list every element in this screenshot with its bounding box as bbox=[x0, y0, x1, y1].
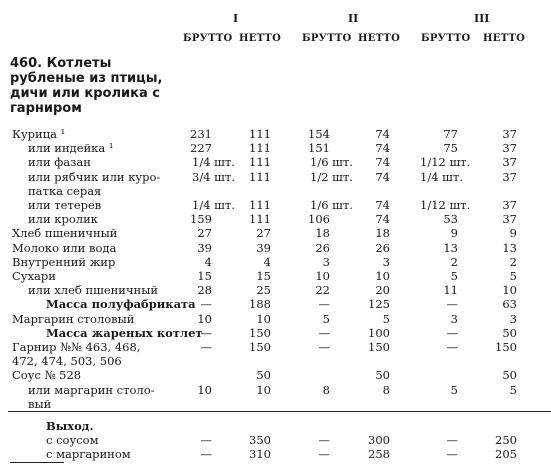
ingredient-cell: 111 bbox=[249, 212, 271, 227]
ingredient-cell: 151 bbox=[308, 141, 330, 156]
yield-heading: Выход. bbox=[46, 419, 94, 433]
ingredient-cell: 111 bbox=[249, 198, 271, 212]
ingredient-cell: 154 bbox=[308, 127, 330, 141]
ingredient-cell: 37 bbox=[502, 198, 517, 212]
ingredient-cell: — bbox=[446, 340, 458, 354]
yield-heading-row bbox=[0, 420, 551, 433]
group-number-2: II bbox=[348, 12, 359, 25]
ingredient-label: патка серая bbox=[28, 183, 102, 198]
ingredient-cell: 9 bbox=[450, 226, 458, 241]
ingredient-cell: 50 bbox=[375, 368, 390, 383]
yield-cell: — bbox=[200, 447, 212, 461]
ingredient-cell: 3 bbox=[450, 311, 458, 326]
ingredient-cell: 231 bbox=[190, 127, 212, 141]
ingredient-cell: 18 bbox=[315, 226, 330, 241]
ingredient-cell: 13 bbox=[443, 240, 458, 255]
ingredient-cell: 10 bbox=[375, 269, 390, 283]
header-netto-2: НЕТТО bbox=[358, 33, 401, 44]
ingredient-label: Хлеб пшеничный bbox=[12, 226, 118, 241]
ingredient-row bbox=[0, 298, 551, 311]
ingredient-row bbox=[0, 398, 551, 411]
ingredient-cell: 1/4 шт. bbox=[192, 155, 235, 170]
ingredient-cell: 10 bbox=[315, 269, 330, 283]
ingredient-label: или индейка ¹ bbox=[28, 141, 114, 156]
ingredient-cell: 63 bbox=[502, 297, 517, 312]
ingredient-label: или фазан bbox=[28, 155, 91, 170]
ingredient-label: или кролик bbox=[28, 212, 98, 227]
ingredient-cell: 75 bbox=[443, 141, 458, 156]
group-number-3: III bbox=[474, 12, 490, 25]
ingredient-cell: 150 bbox=[368, 340, 390, 354]
ingredient-label: Молоко или вода bbox=[12, 240, 117, 255]
ingredient-label: Масса полуфабриката bbox=[46, 297, 196, 312]
ingredient-cell: 5 bbox=[450, 269, 458, 283]
header-brutto-3: БРУТТО bbox=[421, 33, 471, 44]
ingredient-cell: 1/4 шт. bbox=[192, 198, 235, 212]
ingredient-cell: 37 bbox=[502, 212, 517, 227]
ingredient-label: Курица ¹ bbox=[12, 127, 66, 141]
ingredient-cell: 5 bbox=[509, 269, 517, 283]
ingredient-label: Соус № 528 bbox=[12, 368, 82, 383]
ingredient-cell: 111 bbox=[249, 155, 271, 170]
ingredient-cell: 4 bbox=[204, 254, 212, 269]
ingredient-cell: 74 bbox=[375, 212, 390, 227]
ingredient-row bbox=[0, 384, 551, 397]
ingredient-cell: 106 bbox=[308, 212, 330, 227]
ingredient-cell: 28 bbox=[197, 283, 212, 298]
ingredient-cell: 77 bbox=[443, 127, 458, 141]
yield-cell: 250 bbox=[495, 433, 517, 447]
ingredient-row bbox=[0, 171, 551, 184]
ingredient-cell: — bbox=[318, 325, 330, 340]
header-netto-3: НЕТТО bbox=[483, 33, 526, 44]
ingredient-cell: — bbox=[318, 340, 330, 354]
ingredient-cell: 74 bbox=[375, 198, 390, 212]
ingredient-cell: 3 bbox=[382, 254, 390, 269]
ingredient-label: Гарнир №№ 463, 468, bbox=[12, 340, 141, 354]
ingredient-cell: 15 bbox=[256, 269, 271, 283]
yield-cell: — bbox=[318, 433, 330, 447]
ingredient-cell: 150 bbox=[249, 340, 271, 354]
ingredient-cell: — bbox=[200, 297, 212, 312]
ingredient-label: или рябчик или куро- bbox=[28, 169, 161, 184]
ingredient-row bbox=[0, 213, 551, 226]
ingredient-cell: 5 bbox=[322, 311, 330, 326]
ingredient-cell: 1/12 шт. bbox=[420, 155, 471, 170]
ingredient-cell: — bbox=[318, 297, 330, 312]
ingredient-cell: 37 bbox=[502, 127, 517, 141]
ingredient-row bbox=[0, 256, 551, 269]
ingredient-cell: 10 bbox=[197, 382, 212, 397]
yield-cell: 258 bbox=[368, 447, 390, 461]
yield-cell: 300 bbox=[368, 433, 390, 447]
ingredient-cell: 50 bbox=[256, 368, 271, 383]
ingredient-label: или хлеб пшеничный bbox=[28, 283, 159, 298]
ingredient-cell: 159 bbox=[190, 212, 212, 227]
ingredient-cell: 22 bbox=[315, 283, 330, 298]
ingredient-label: 472, 474, 503, 506 bbox=[12, 354, 122, 369]
ingredient-cell: 2 bbox=[509, 254, 517, 269]
yield-label: с соусом bbox=[46, 433, 99, 447]
ingredient-label: Масса жареных котлет bbox=[46, 325, 203, 340]
ingredient-cell: 37 bbox=[502, 155, 517, 170]
ingredient-cell: — bbox=[200, 340, 212, 354]
ingredient-cell: 8 bbox=[322, 382, 330, 397]
ingredient-cell: 2 bbox=[450, 254, 458, 269]
ingredient-cell: 25 bbox=[256, 283, 271, 298]
ingredient-cell: 5 bbox=[382, 311, 390, 326]
yield-cell: — bbox=[200, 433, 212, 447]
yield-cell: 205 bbox=[495, 447, 517, 461]
ingredient-cell: 39 bbox=[197, 240, 212, 255]
ingredient-cell: 150 bbox=[495, 340, 517, 354]
header-brutto-2: БРУТТО bbox=[302, 33, 352, 44]
ingredient-cell: 26 bbox=[315, 240, 330, 255]
ingredient-row bbox=[0, 341, 551, 354]
ingredient-cell: 150 bbox=[249, 325, 271, 340]
ingredient-cell: 27 bbox=[197, 226, 212, 241]
ingredient-label: вый bbox=[28, 396, 52, 411]
ingredient-cell: 8 bbox=[382, 382, 390, 397]
ingredient-cell: 11 bbox=[443, 283, 458, 298]
ingredient-cell: 1/6 шт. bbox=[310, 198, 353, 212]
ingredient-cell: 15 bbox=[197, 269, 212, 283]
ingredient-cell: 125 bbox=[368, 297, 390, 312]
ingredient-row bbox=[0, 369, 551, 382]
ingredient-row bbox=[0, 313, 551, 326]
ingredient-cell: — bbox=[446, 325, 458, 340]
ingredient-row bbox=[0, 327, 551, 340]
yield-cell: — bbox=[446, 433, 458, 447]
ingredient-cell: 100 bbox=[368, 325, 390, 340]
ingredient-cell: — bbox=[200, 325, 212, 340]
ingredient-cell: 3 bbox=[322, 254, 330, 269]
ingredient-cell: 27 bbox=[256, 226, 271, 241]
ingredient-cell: 3/4 шт. bbox=[192, 169, 235, 184]
ingredient-cell: 37 bbox=[502, 141, 517, 156]
ingredient-label: Сухари bbox=[12, 269, 56, 283]
ingredient-cell: 111 bbox=[249, 141, 271, 156]
header-brutto-1: БРУТТО bbox=[183, 33, 233, 44]
ingredient-cell: 74 bbox=[375, 127, 390, 141]
ingredient-cell: 74 bbox=[375, 169, 390, 184]
yield-row bbox=[0, 448, 551, 461]
ingredient-cell: 50 bbox=[502, 368, 517, 383]
yield-row bbox=[0, 434, 551, 447]
ingredient-row bbox=[0, 270, 551, 283]
ingredient-cell: 20 bbox=[375, 283, 390, 298]
ingredient-cell: 111 bbox=[249, 127, 271, 141]
ingredient-cell: 18 bbox=[375, 226, 390, 241]
ingredient-cell: 5 bbox=[450, 382, 458, 397]
ingredient-cell: — bbox=[446, 297, 458, 312]
ingredient-cell: 39 bbox=[256, 240, 271, 255]
ingredient-row bbox=[0, 156, 551, 169]
ingredient-cell: 188 bbox=[249, 297, 271, 312]
ingredient-label: или маргарин столо- bbox=[28, 382, 155, 397]
ingredient-row bbox=[0, 242, 551, 255]
ingredient-cell: 1/4 шт. bbox=[420, 169, 463, 184]
ingredient-label: Внутренний жир bbox=[12, 254, 116, 269]
ingredient-label: Маргарин столовый bbox=[12, 311, 135, 326]
table-divider bbox=[8, 411, 551, 412]
ingredient-cell: 74 bbox=[375, 141, 390, 156]
group-number-1: I bbox=[233, 12, 239, 25]
yield-label: с маргарином bbox=[46, 447, 131, 461]
ingredient-cell: 3 bbox=[509, 311, 517, 326]
ingredient-cell: 50 bbox=[502, 325, 517, 340]
footnote-rule bbox=[10, 462, 64, 463]
ingredient-row bbox=[0, 355, 551, 368]
yield-cell: 350 bbox=[249, 433, 271, 447]
ingredient-cell: 37 bbox=[502, 169, 517, 184]
ingredient-cell: 10 bbox=[197, 311, 212, 326]
header-netto-1: НЕТТО bbox=[239, 33, 282, 44]
ingredient-cell: 10 bbox=[502, 283, 517, 298]
ingredient-cell: 227 bbox=[190, 141, 212, 156]
ingredient-cell: 1/6 шт. bbox=[310, 155, 353, 170]
ingredient-cell: 5 bbox=[509, 382, 517, 397]
ingredient-cell: 4 bbox=[263, 254, 271, 269]
ingredient-cell: 13 bbox=[502, 240, 517, 255]
ingredient-cell: 53 bbox=[443, 212, 458, 227]
yield-cell: 310 bbox=[249, 447, 271, 461]
ingredient-label: или тетерев bbox=[28, 198, 102, 212]
ingredient-row bbox=[0, 284, 551, 297]
ingredient-cell: 26 bbox=[375, 240, 390, 255]
ingredient-cell: 10 bbox=[256, 382, 271, 397]
ingredient-cell: 10 bbox=[256, 311, 271, 326]
yield-cell: — bbox=[318, 447, 330, 461]
ingredient-cell: 9 bbox=[509, 226, 517, 241]
ingredient-row bbox=[0, 142, 551, 155]
ingredient-row bbox=[0, 199, 551, 212]
ingredient-cell: 1/2 шт. bbox=[310, 169, 353, 184]
yield-cell: — bbox=[446, 447, 458, 461]
ingredient-row bbox=[0, 185, 551, 198]
ingredient-row bbox=[0, 128, 551, 141]
ingredient-cell: 1/12 шт. bbox=[420, 198, 471, 212]
recipe-title: 460. Котлеты рубленые из птицы, дичи или кролика с гарниром bbox=[10, 56, 163, 116]
ingredient-row bbox=[0, 227, 551, 240]
ingredient-cell: 111 bbox=[249, 169, 271, 184]
ingredient-cell: 74 bbox=[375, 155, 390, 170]
